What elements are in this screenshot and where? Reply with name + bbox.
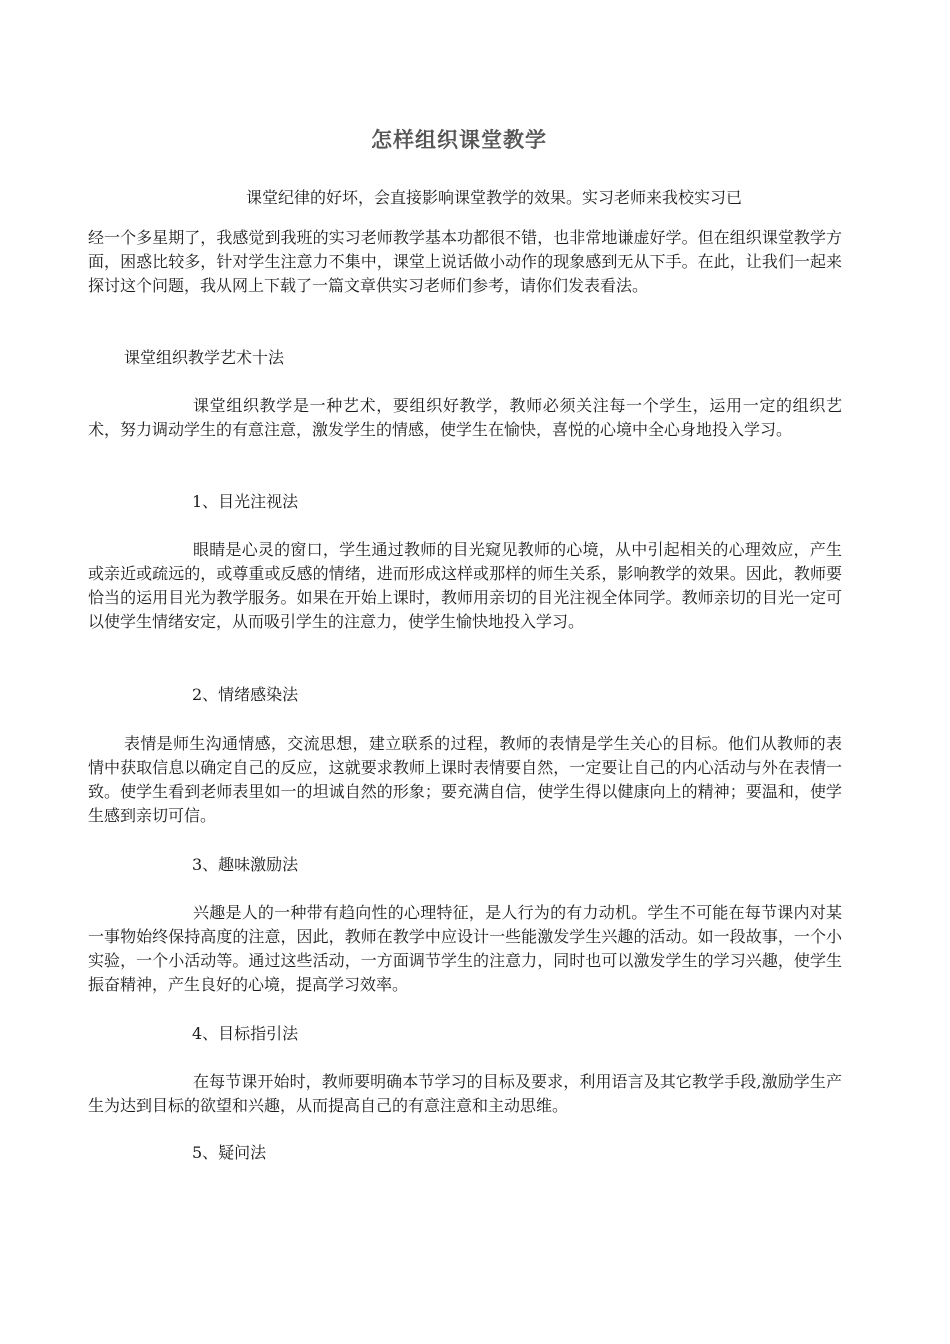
- section-subtitle: 课堂组织教学艺术十法: [124, 348, 285, 367]
- section-body: 表情是师生沟通情感，交流思想，建立联系的过程，教师的表情是学生关心的目标。他们从教师的表情中获取信息以确定自己的反应，这就要求教师上课时表情要自然，一定要让自己的内心活动与外在表情一致。使学生看到老师表里如一的坦诚自然的形象；要充满自信，使学生得以健康向上的精神；要温和，使学生感到亲切可信。: [88, 734, 842, 825]
- section-heading: 4、目标指引法: [192, 1024, 299, 1043]
- section-heading: 5、疑问法: [192, 1143, 267, 1162]
- section-body: 在每节课开始时，教师要明确本节学习的目标及要求，利用语言及其它教学手段,激励学生产生为达到目标的欲望和兴趣，从而提高自己的有意注意和主动思维。: [88, 1072, 842, 1115]
- document-title: 怎样组织课堂教学: [371, 127, 547, 152]
- section-heading: 2、情绪感染法: [192, 685, 299, 704]
- section-heading: 3、趣味激励法: [192, 855, 299, 874]
- overview-paragraph: 课堂组织教学是一种艺术，要组织好教学，教师必须关注每一个学生，运用一定的组织艺术，努力调动学生的有意注意，激发学生的情感，使学生在愉快，喜悦的心境中全心身地投入学习。: [88, 396, 842, 439]
- intro-paragraph: 经一个多星期了，我感觉到我班的实习老师教学基本功都很不错，也非常地谦虚好学。但在组织课堂教学方面，困惑比较多，针对学生注意力不集中，课堂上说话做小动作的现象感到无从下手。在此，让我们一起来探讨这个问题，我从网上下载了一篇文章供实习老师们参考，请你们发表看法。: [88, 228, 842, 295]
- intro-first-line: 课堂纪律的好坏，会直接影响课堂教学的效果。实习老师来我校实习已: [246, 188, 743, 207]
- section-heading: 1、目光注视法: [192, 492, 299, 511]
- section-body: 兴趣是人的一种带有趋向性的心理特征，是人行为的有力动机。学生不可能在每节课内对某一事物始终保持高度的注意，因此，教师在教学中应设计一些能激发学生兴趣的活动。如一段故事，一个小实验，一个小活动等。通过这些活动，一方面调节学生的注意力，同时也可以激发学生的学习兴趣，使学生振奋精神，产生良好的心境，提高学习效率。: [88, 903, 842, 994]
- section-body: 眼睛是心灵的窗口，学生通过教师的目光窥见教师的心境，从中引起相关的心理效应，产生或亲近或疏远的，或尊重或反感的情绪，进而形成这样或那样的师生关系，影响教学的效果。因此，教师要恰当的运用目光为教学服务。如果在开始上课时，教师用亲切的目光注视全体同学。教师亲切的目光一定可以使学生情绪安定，从而吸引学生的注意力，使学生愉快地投入学习。: [88, 540, 842, 631]
